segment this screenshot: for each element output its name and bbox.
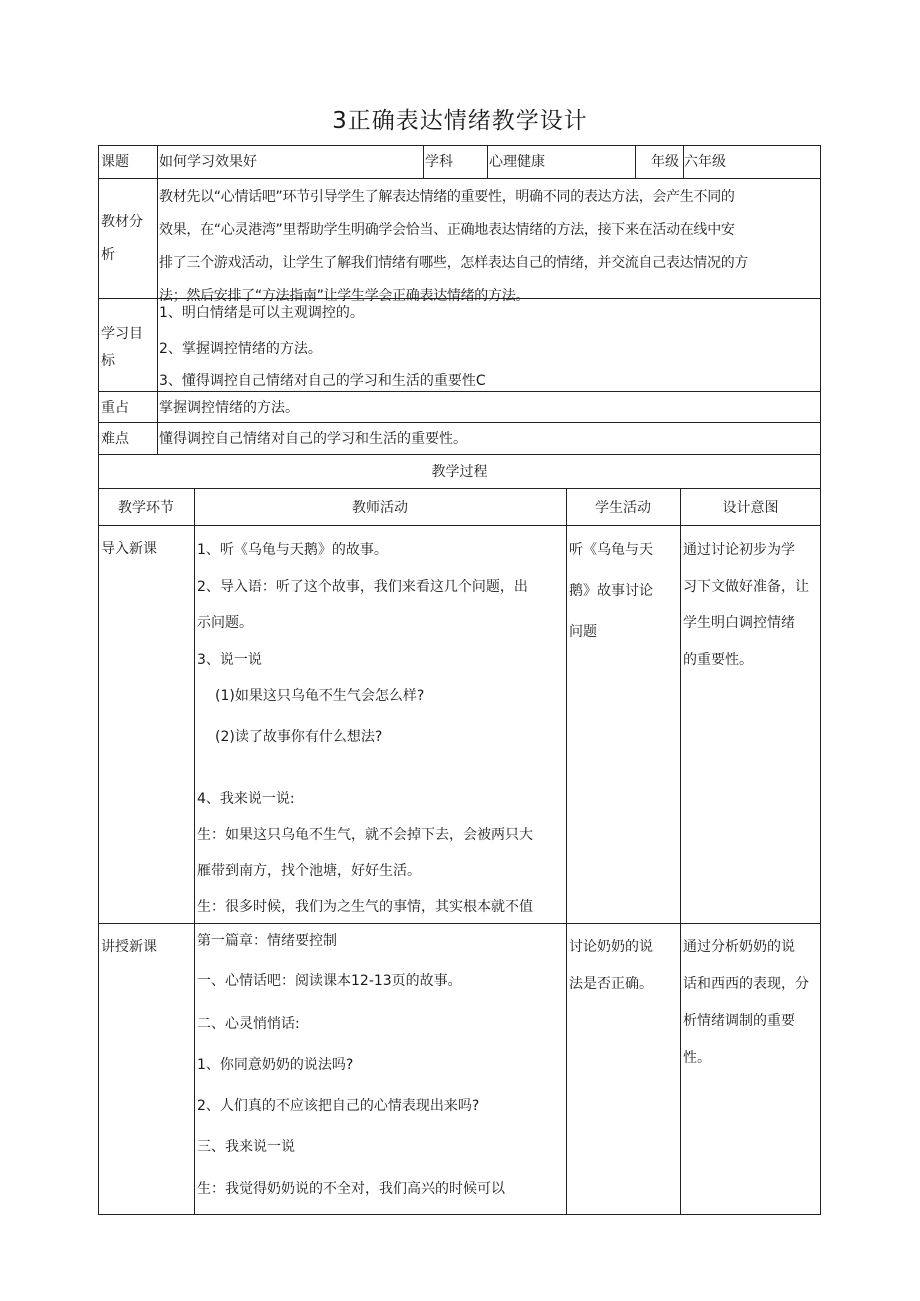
col-divider bbox=[566, 488, 567, 1215]
goal-item: 2、掌握调控情绪的方法。 bbox=[159, 341, 322, 357]
teacher-line: 生：很多时候，我们为之生气的事情，其实根本就不值 bbox=[197, 899, 533, 915]
subject-value: 心理健康 bbox=[489, 154, 545, 170]
analysis-label-line1: 教材分 bbox=[101, 214, 143, 230]
col-divider bbox=[487, 145, 488, 178]
goal-item: 1、明白情绪是可以主观调控的。 bbox=[159, 305, 364, 321]
goal-item: 3、懂得调控自己情绪对自己的学习和生活的重要性C bbox=[159, 373, 486, 389]
teacher-line: 4、我来说一说: bbox=[197, 791, 295, 807]
teacher-line: 生：我觉得奶奶说的不全对，我们高兴的时候可以 bbox=[197, 1181, 505, 1197]
teacher-line: (2)读了故事你有什么想法? bbox=[215, 729, 383, 745]
row-divider bbox=[98, 422, 821, 423]
col-divider bbox=[157, 145, 158, 454]
teacher-line: 示问题。 bbox=[197, 615, 253, 631]
teacher-line: 3、说一说 bbox=[197, 652, 262, 668]
stage-cell: 导入新课 bbox=[101, 541, 157, 557]
row-divider bbox=[98, 923, 821, 924]
course-value: 如何学习效果好 bbox=[159, 154, 257, 170]
column-header-stage: 教学环节 bbox=[118, 500, 174, 516]
col-divider bbox=[194, 488, 195, 1215]
teacher-line: 1、听《乌龟与天鹅》的故事。 bbox=[197, 542, 388, 558]
column-header-student: 学生活动 bbox=[595, 500, 651, 516]
key-point-value: 掌握调控情绪的方法。 bbox=[159, 400, 299, 416]
student-line: 法是否正确。 bbox=[569, 976, 653, 992]
intent-line: 性。 bbox=[683, 1050, 711, 1066]
difficulty-value: 懂得调控自己情绪对自己的学习和生活的重要性。 bbox=[159, 431, 467, 447]
goals-label-line2: 标 bbox=[101, 353, 115, 369]
goals-label-line1: 学习目 bbox=[101, 326, 143, 342]
intent-line: 学生明白调控情绪 bbox=[683, 615, 795, 631]
student-line: 问题 bbox=[569, 624, 597, 640]
teacher-line: 一、心情话吧：阅读课本12-13页的故事。 bbox=[197, 973, 462, 989]
course-label: 课题 bbox=[101, 154, 129, 170]
intent-line: 的重要性。 bbox=[683, 652, 753, 668]
teacher-line: 1、你同意奶奶的说法吗? bbox=[197, 1057, 354, 1073]
grade-value: 六年级 bbox=[684, 154, 726, 170]
analysis-line: 效果，在“心灵港湾”里帮助学生明确学会恰当、正确地表达情绪的方法，接下来在活动在线中安 bbox=[159, 222, 735, 238]
analysis-line: 教材先以“心情话吧”环节引导学生了解表达情绪的重要性，明确不同的表达方法，会产生不同的 bbox=[159, 189, 735, 205]
teacher-line: 第一篇章：情绪要控制 bbox=[197, 933, 337, 949]
process-heading: 教学过程 bbox=[431, 464, 488, 480]
intent-line: 话和西西的表现，分 bbox=[683, 976, 809, 992]
row-divider bbox=[98, 454, 821, 455]
intent-line: 习下文做好准备，让 bbox=[683, 579, 809, 595]
subject-label: 学科 bbox=[425, 154, 453, 170]
teacher-line: 三、我来说一说 bbox=[197, 1139, 295, 1155]
stage-cell: 讲授新课 bbox=[101, 939, 157, 955]
teacher-line: 雁带到南方，找个池塘，好好生活。 bbox=[197, 863, 421, 879]
teacher-line: 生：如果这只乌龟不生气，就不会掉下去，会被两只大 bbox=[197, 827, 533, 843]
analysis-label-line2: 析 bbox=[101, 247, 115, 263]
intent-line: 析情绪调制的重要 bbox=[683, 1013, 795, 1029]
analysis-line: 排了三个游戏活动，让学生了解我们情绪有哪些，怎样表达自己的情绪，并交流自己表达情况的方 bbox=[159, 255, 749, 271]
col-divider bbox=[635, 145, 636, 178]
grade-label: 年级 bbox=[651, 154, 679, 170]
student-line: 听《乌龟与天 bbox=[569, 542, 653, 558]
teacher-line: 2、人们真的不应该把自己的心情表现出来吗? bbox=[197, 1098, 480, 1114]
row-divider bbox=[98, 178, 821, 179]
page-title: 3正确表达情绪教学设计 bbox=[332, 108, 588, 134]
row-divider bbox=[98, 488, 821, 489]
analysis-line: 法；然后安排了“方法指南”让学生学会正确表达情绪的方法。 bbox=[159, 288, 530, 304]
row-divider bbox=[98, 525, 821, 526]
col-divider bbox=[680, 488, 681, 1215]
student-line: 讨论奶奶的说 bbox=[569, 939, 653, 955]
difficulty-label: 难点 bbox=[101, 431, 129, 447]
teacher-line: 二、心灵悄悄话: bbox=[197, 1016, 300, 1032]
col-divider bbox=[423, 145, 424, 178]
key-point-label: 重占 bbox=[101, 400, 129, 416]
column-header-intent: 设计意图 bbox=[722, 500, 779, 516]
analysis-text bbox=[159, 181, 819, 313]
column-header-teacher: 教师活动 bbox=[352, 500, 408, 516]
intent-line: 通过讨论初步为学 bbox=[683, 542, 795, 558]
teacher-line: (1)如果这只乌龟不生气会怎么样? bbox=[215, 688, 425, 704]
row-divider bbox=[98, 391, 821, 392]
intent-line: 通过分析奶奶的说 bbox=[683, 939, 795, 955]
student-line: 鹅》故事讨论 bbox=[569, 583, 653, 599]
teacher-line: 2、导入语：听了这个故事，我们来看这几个问题，出 bbox=[197, 579, 528, 595]
